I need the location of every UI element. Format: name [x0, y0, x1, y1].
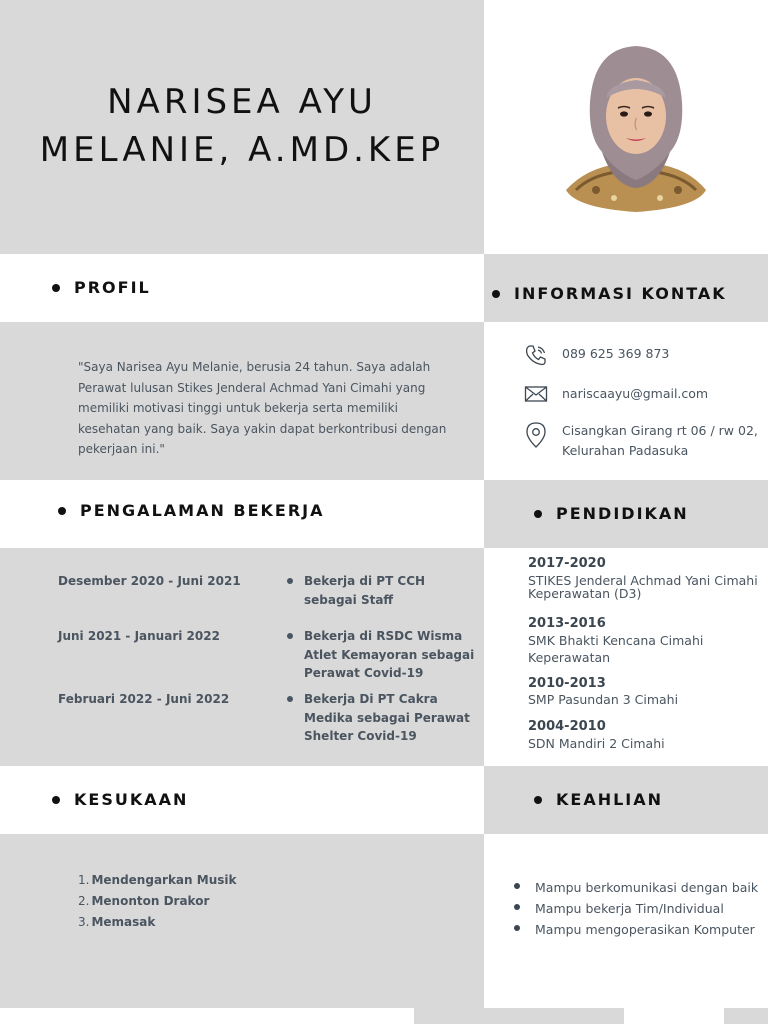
- footer-strip-right: [724, 1008, 768, 1024]
- section-title-text: PENDIDIKAN: [556, 504, 689, 523]
- education-school: SMP Pasundan 3 Cimahi: [528, 692, 679, 707]
- list-item: Mampu mengoperasikan Komputer: [514, 919, 760, 940]
- list-number: 2.: [78, 894, 90, 908]
- education-school: SMK Bhakti Kencana Cimahi: [528, 633, 704, 648]
- education-year: 2013-2016: [528, 616, 606, 631]
- list-item: Mampu berkomunikasi dengan baik: [514, 877, 760, 898]
- list-item: [78, 870, 236, 891]
- skill-list: [514, 877, 760, 940]
- person-name: [0, 78, 484, 174]
- experience-date: Juni 2021 - Januari 2022: [58, 629, 220, 643]
- hobby-list: [78, 870, 236, 933]
- education-year: 2017-2020: [528, 556, 606, 571]
- section-title-keahlian: [534, 790, 663, 809]
- experience-description: Bekerja di RSDC Wisma Atlet Kemayoran sebagai Perawat Covid-19: [304, 629, 475, 680]
- section-title-pendidikan: [534, 504, 689, 523]
- bullet-dot: [287, 633, 293, 639]
- section-title-text: KEAHLIAN: [556, 790, 664, 809]
- email-address[interactable]: nariscaayu@gmail.com: [562, 386, 709, 401]
- bullet-dot: [52, 284, 60, 292]
- section-title-text: PENGALAMAN BEKERJA: [80, 501, 325, 520]
- contact-address: [524, 421, 760, 461]
- bullet-dot: [492, 290, 500, 298]
- phone-number: 089 625 369 873: [562, 346, 670, 361]
- hobby-text: Menonton Drakor: [91, 894, 210, 908]
- contact-email: [524, 384, 708, 404]
- bullet-dot: [58, 507, 66, 515]
- education-school: STIKES Jenderal Achmad Yani Cimahi: [528, 573, 758, 588]
- kesukaan-body-panel: [0, 834, 484, 1008]
- section-title-pengalaman: [58, 501, 325, 520]
- bullet-dot: [52, 796, 60, 804]
- contact-phone: [524, 344, 669, 366]
- section-title-kontak: [492, 284, 727, 303]
- mail-icon: [524, 384, 548, 404]
- bullet-dot: [287, 578, 293, 584]
- experience-description: Bekerja di PT CCH sebagai Staff: [304, 574, 426, 607]
- name-line-2: MELANIE, A.MD.KEP: [39, 130, 445, 170]
- experience-date: Desember 2020 - Juni 2021: [58, 574, 241, 588]
- experience-date: Februari 2022 - Juni 2022: [58, 692, 230, 706]
- section-title-kesukaan: [52, 790, 188, 809]
- name-line-1: NARISEA AYU: [107, 82, 377, 122]
- hobby-text: Mendengarkan Musik: [91, 873, 237, 887]
- location-pin-icon: [524, 421, 548, 449]
- education-program: Keperawatan: [528, 650, 611, 665]
- list-number: 1.: [78, 873, 90, 887]
- bullet-dot: [534, 796, 542, 804]
- list-number: 3.: [78, 915, 90, 929]
- list-item: Mampu bekerja Tim/Individual: [514, 898, 760, 919]
- bullet-dot: [534, 510, 542, 518]
- phone-icon: [524, 344, 548, 366]
- education-year: 2010-2013: [528, 676, 606, 691]
- bullet-dot: [287, 696, 293, 702]
- hobby-text: Memasak: [91, 915, 156, 929]
- profile-photo: [556, 40, 716, 214]
- section-title-text: PROFIL: [74, 278, 151, 297]
- section-title-text: KESUKAAN: [74, 790, 189, 809]
- list-item: [78, 912, 236, 933]
- footer-strip-left: [414, 1008, 624, 1024]
- section-title-text: INFORMASI KONTAK: [514, 284, 727, 303]
- profil-paragraph: "Saya Narisea Ayu Melanie, berusia 24 tahun. Saya adalah Perawat lulusan Stikes Jenderal Achmad Yani Cimahi yang memiliki motivasi tinggi untuk bekerja serta memiliki kesehatan yang baik. Saya yakin dapat berkontribusi dengan pekerjaan ini.": [78, 360, 447, 456]
- address-text: Cisangkan Girang rt 06 / rw 02, Kelurahan Padasuka: [562, 423, 758, 458]
- education-year: 2004-2010: [528, 719, 606, 734]
- experience-description: Bekerja Di PT Cakra Medika sebagai Perawat Shelter Covid-19: [304, 692, 470, 743]
- education-program: Keperawatan (D3): [528, 586, 642, 601]
- list-item: [78, 891, 236, 912]
- section-title-profil: [52, 278, 151, 297]
- education-school: SDN Mandiri 2 Cimahi: [528, 736, 665, 751]
